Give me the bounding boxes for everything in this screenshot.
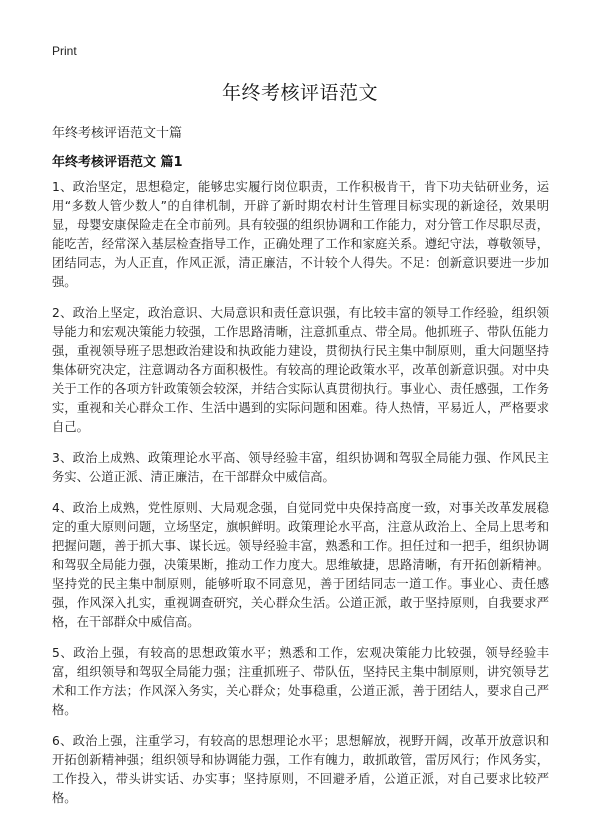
paragraph-5: 5、政治上强，有较高的思想政策水平；熟悉和工作，宏观决策能力比较强，领导经验丰富，组织领导和驾驭全局能力强；注重抓班子、带队伍，坚持民主集中制原则，讲究领导艺术和工作方法；作风深入务实，关心群众；处事稳重，公道正派，善于团结人，要求自己严格。: [52, 646, 549, 717]
paragraph-2: 2、政治上坚定，政治意识、大局意识和责任意识强，有比较丰富的领导工作经验，组织领导能力和宏观决策能力较强，工作思路清晰，注意抓重点、带全局。他抓班子、带队伍能力强，重视领导班子思想政治建设和执政能力建设，贯彻执行民主集中制原则，重大问题坚持集体研究决定，注意调动各方面积极性。有较高的理论政策水平，改革创新意识强。对中央关于工作的各项方针政策领会较深，并结合实际认真贯彻执行。事业心、责任感强，工作务实，重视和关心群众工作、生活中遇到的实际问题和困难。待人热情，平易近人，严格要求自己。: [52, 306, 549, 434]
section-heading: 年终考核评语范文 篇1: [52, 155, 183, 170]
document-title: 年终考核评语范文: [221, 82, 378, 104]
paragraph-6: 6、政治上强，注重学习，有较高的思想理论水平；思想解放，视野开阔，改革开放意识和开拓创新精神强；组织领导和协调能力强，工作有魄力，敢抓敢管，雷厉风行；作风务实，工作投入，带头讲实话、办实事；坚持原则，不回避矛盾，公道正派，对自己要求比较严格。: [52, 734, 549, 805]
document-body: [52, 178, 549, 820]
paragraph-1: 1、政治坚定，思想稳定，能够忠实履行岗位职责，工作积极肯干，肯下功夫钻研业务，运用“多数人管少数人”的自律机制，开辟了新时期农村计生管理目标实现的新途径，效果明显，母婴安康保险走在全市前列。具有较强的组织协调和工作能力，对分管工作尽职尽责，能吃苦，经常深入基层检查指导工作，正确处理了工作和家庭关系。遵纪守法，尊敬领导，团结同志，为人正直，作风正派，清正廉洁，不计较个人得失。不足：创新意识要进一步加强。: [52, 180, 549, 289]
paragraph-3: 3、政治上成熟、政策理论水平高、领导经验丰富，组织协调和驾驭全局能力强、作风民主务实、公道正派、清正廉洁，在干部群众中威信高。: [52, 451, 549, 484]
paragraph-4: 4、政治上成熟，党性原则、大局观念强，自觉同党中央保持高度一致，对事关改革发展稳定的重大原则问题，立场坚定，旗帜鲜明。政策理论水平高，注意从政治上、全局上思考和把握问题，善于抓大事、谋长远。领导经验丰富，熟悉和工作。担任过和一把手，组织协调和驾驭全局能力强，决策果断，推动工作力度大。思维敏捷，思路清晰，有开拓创新精神。坚持党的民主集中制原则，能够听取不同意见，善于团结同志一道工作。事业心、责任感强，作风深入扎实，重视调查研究，关心群众生活。公道正派，敢于坚持原则，自我要求严格，在干部群众中威信高。: [52, 501, 549, 629]
document-subtitle: 年终考核评语范文十篇: [52, 126, 183, 141]
print-label: Print: [52, 44, 77, 58]
